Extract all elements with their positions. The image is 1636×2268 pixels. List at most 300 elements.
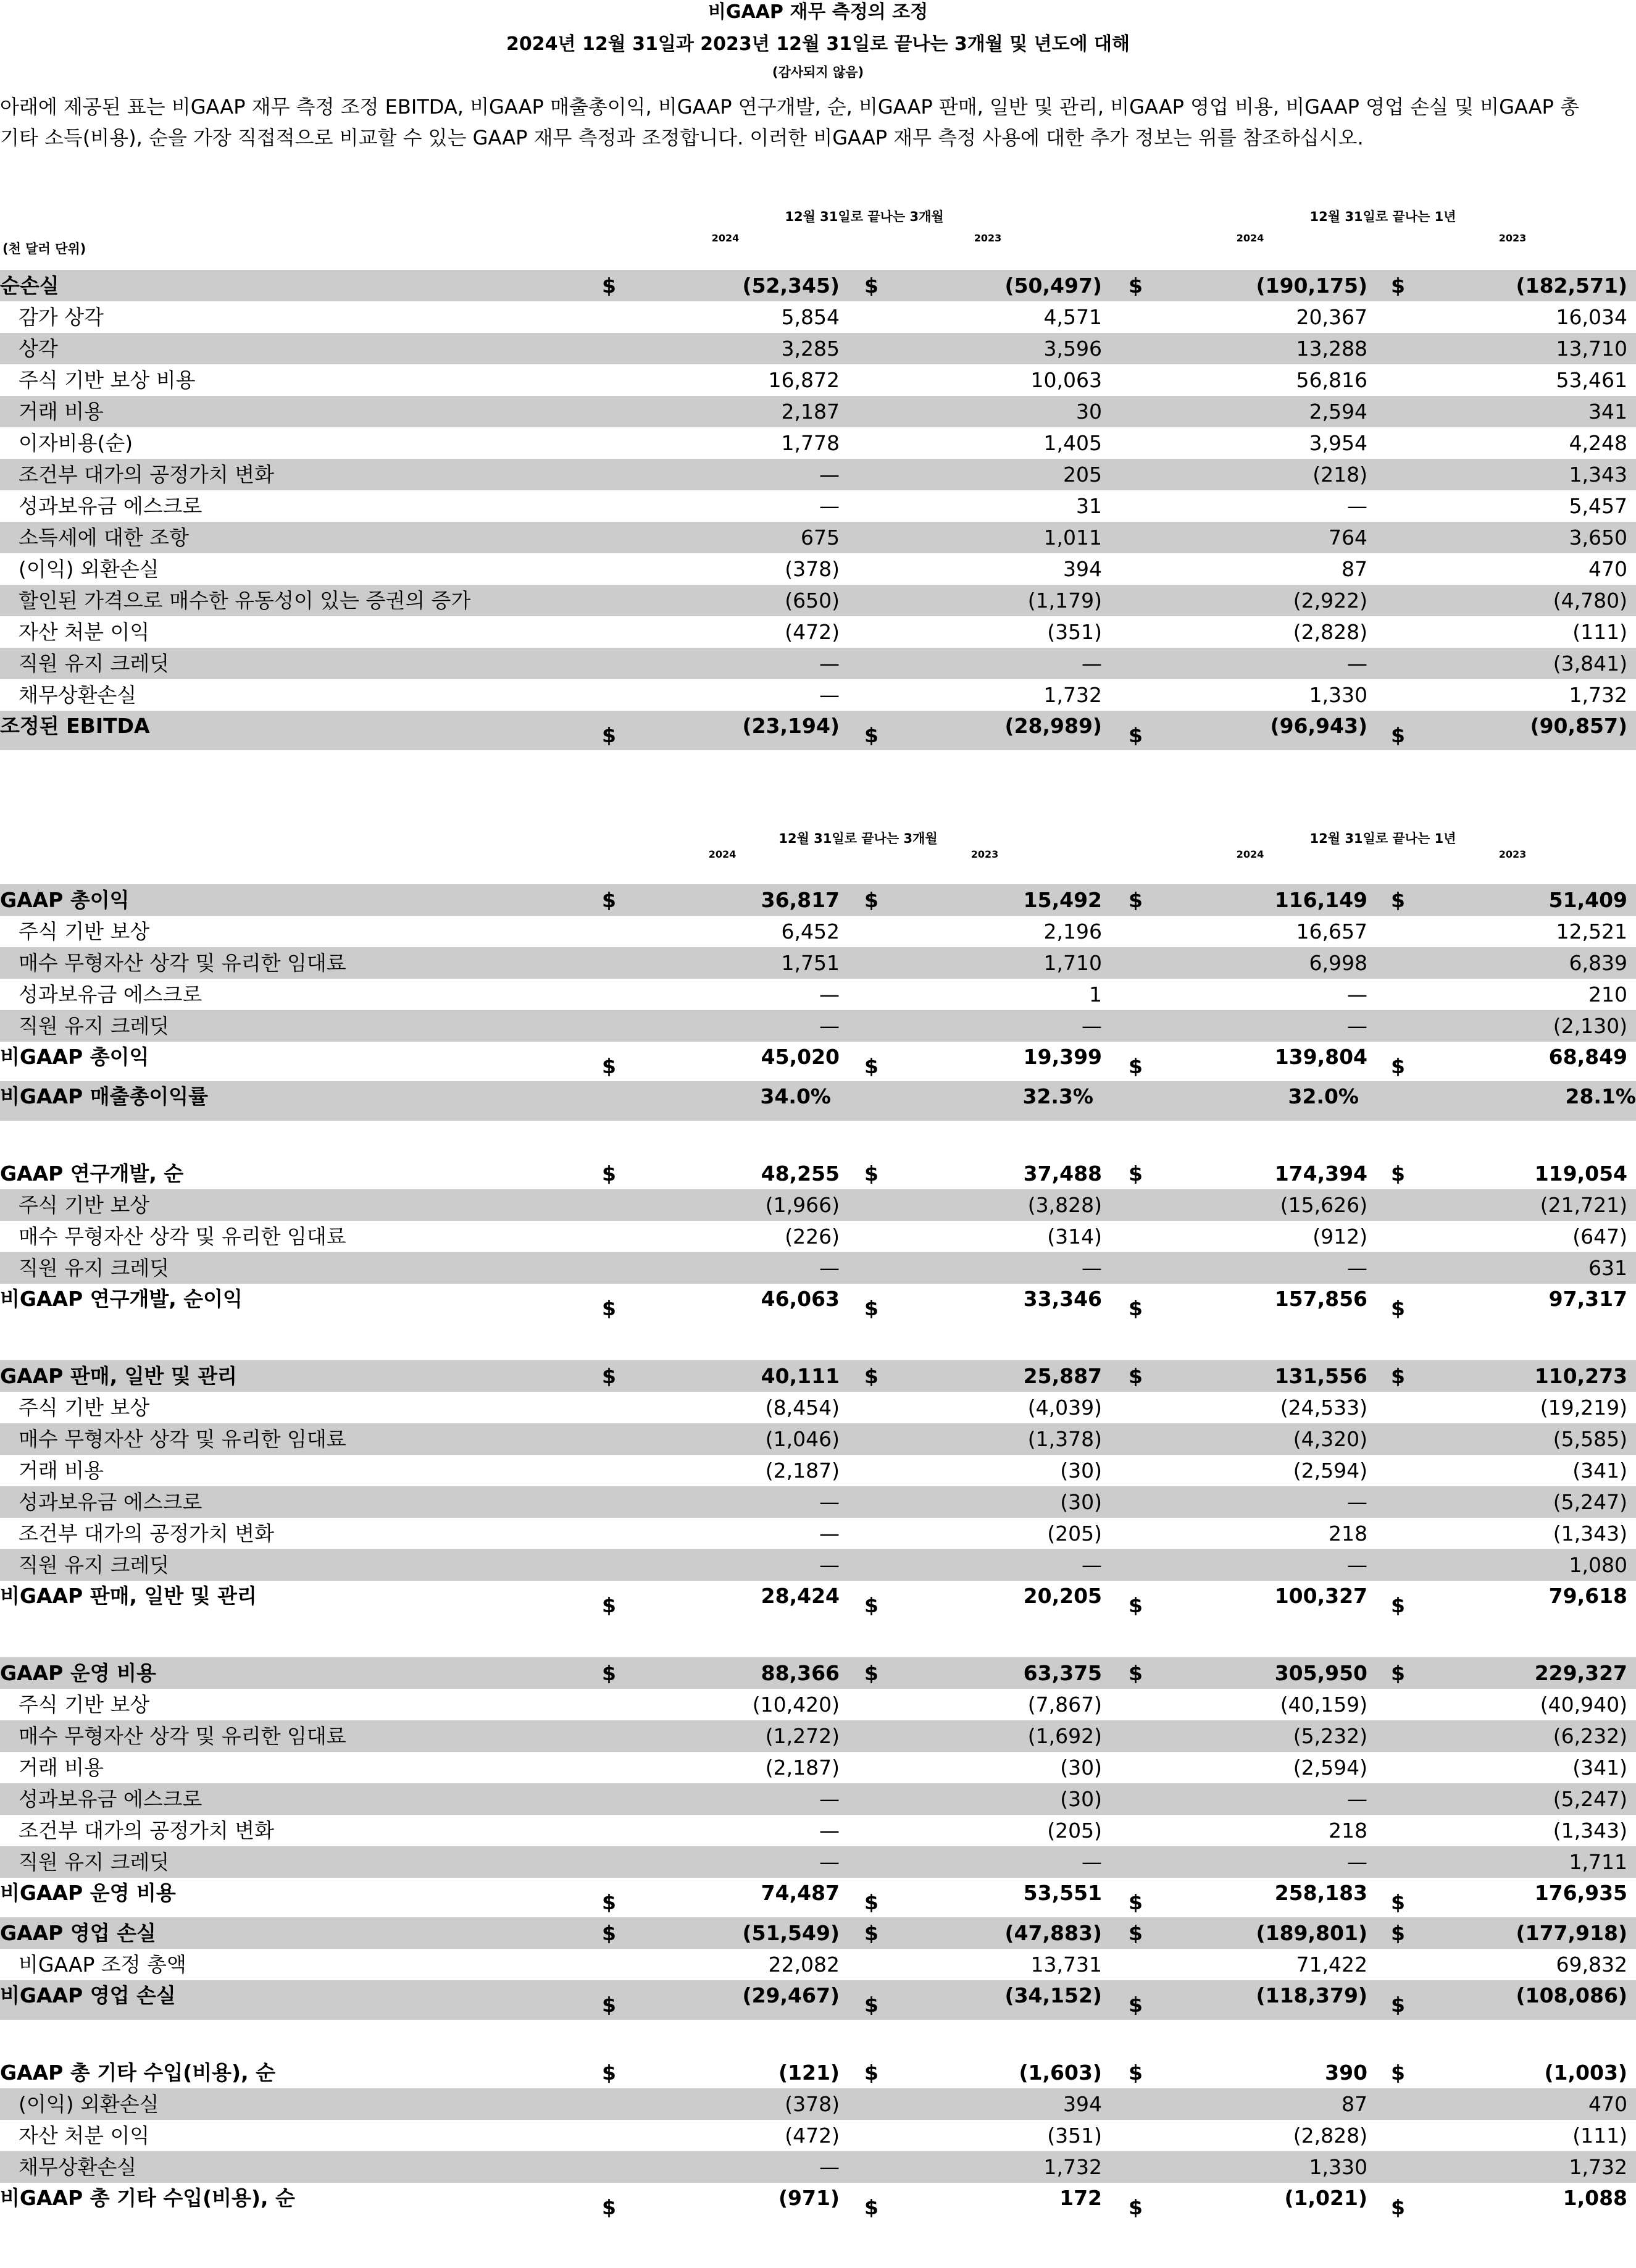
row-label: 매수 무형자산 상각 및 유리한 임대료	[19, 1224, 346, 1249]
cell-value: 210	[1588, 982, 1627, 1006]
cell-value: 1,732	[1569, 2155, 1627, 2179]
row-label: 매수 무형자산 상각 및 유리한 임대료	[19, 951, 346, 975]
cell-value: 394	[1063, 2092, 1102, 2116]
cell-value: (2,130)	[1553, 1014, 1627, 1038]
cell-value: (341)	[1572, 1755, 1627, 1780]
header-year-1	[1241, 207, 1525, 226]
year-header: 2024	[708, 848, 737, 860]
cell-value: (30)	[1060, 1458, 1102, 1483]
cell-value: (1,692)	[1027, 1724, 1102, 1748]
currency-symbol: $	[1391, 1364, 1405, 1388]
cell-value: (1,966)	[765, 1193, 840, 1217]
table-row	[0, 884, 1636, 916]
cell-value: 2,187	[781, 400, 840, 424]
cell-value: 390	[1325, 2061, 1367, 2085]
cell-value: 1,088	[1563, 2186, 1627, 2210]
cell-value: (472)	[785, 620, 840, 644]
currency-symbol: $	[1391, 2061, 1405, 2085]
cell-value: 258,183	[1274, 1881, 1367, 1905]
table-row	[0, 979, 1636, 1010]
table-row	[0, 2120, 1636, 2151]
cell-value: 1,778	[781, 431, 840, 455]
cell-value: (2,828)	[1293, 620, 1367, 644]
year-header: 2023	[974, 232, 1002, 244]
cell-value: 53,551	[1023, 1881, 1102, 1905]
page-subtitle: 2024년 12월 31일과 2023년 12월 31일로 끝나는 3개월 및 년도에 대해	[506, 33, 1130, 55]
currency-symbol: $	[602, 1593, 616, 1617]
cell-value: —	[819, 1850, 840, 1874]
table-row	[0, 1042, 1636, 1081]
cell-value: 218	[1329, 1521, 1367, 1546]
cell-value: —	[1082, 651, 1102, 676]
table-row	[0, 1689, 1636, 1720]
table-row	[0, 1284, 1636, 1323]
row-label: 채무상환손실	[19, 2155, 137, 2179]
cell-value: 63,375	[1023, 1661, 1102, 1685]
table-row	[0, 2057, 1636, 2088]
currency-symbol: $	[602, 2061, 616, 2085]
header-three-months-2	[722, 829, 994, 848]
cell-value: (351)	[1047, 2124, 1102, 2148]
row-label: 이자비용(순)	[19, 431, 133, 455]
table-row	[0, 1252, 1636, 1284]
cell-value: 116,149	[1274, 888, 1367, 912]
cell-value: 36,817	[761, 888, 840, 912]
table-row	[0, 1783, 1636, 1815]
table-row	[0, 711, 1636, 750]
year-header: 2023	[1498, 848, 1527, 860]
currency-symbol: $	[1391, 1296, 1405, 1320]
currency-symbol: $	[602, 1890, 616, 1914]
table-row	[0, 1549, 1636, 1581]
row-label: (이익) 외환손실	[19, 557, 159, 581]
cell-value: 3,954	[1309, 431, 1367, 455]
cell-value: —	[1082, 1553, 1102, 1577]
table-row	[0, 1752, 1636, 1783]
currency-symbol: $	[602, 1054, 616, 1078]
currency-symbol: $	[864, 1993, 879, 2017]
cell-value: 22,082	[768, 1952, 840, 1977]
table-row	[0, 333, 1636, 364]
row-label: GAAP 영업 손실	[0, 1921, 156, 1945]
cell-value: 28,424	[761, 1584, 840, 1608]
unaudited-note: (감사되지 않음)	[772, 65, 864, 80]
cell-value: 30	[1076, 400, 1102, 424]
row-label: GAAP 판매, 일반 및 관리	[0, 1364, 237, 1388]
table-row	[0, 1189, 1636, 1221]
table-row	[0, 1486, 1636, 1518]
row-label: 성과보유금 에스크로	[19, 982, 202, 1006]
cell-value: —	[1347, 1553, 1367, 1577]
cell-value: 19,399	[1023, 1045, 1102, 1069]
cell-value: 51,409	[1548, 888, 1627, 912]
currency-symbol: $	[1129, 1296, 1143, 1320]
table-row	[0, 1980, 1636, 2020]
row-label: 성과보유금 에스크로	[19, 1490, 202, 1514]
cell-value: (912)	[1313, 1224, 1367, 1249]
cell-value: 119,054	[1534, 1161, 1627, 1186]
cell-value: —	[819, 462, 840, 487]
cell-value: —	[1082, 1850, 1102, 1874]
cell-value: (351)	[1047, 620, 1102, 644]
table-row	[0, 553, 1636, 585]
cell-value: 470	[1588, 2092, 1627, 2116]
cell-value: —	[1347, 651, 1367, 676]
table-row	[0, 1010, 1636, 1042]
cell-value: 205	[1063, 462, 1102, 487]
row-label: 주식 기반 보상 비용	[19, 368, 196, 392]
currency-symbol: $	[1391, 723, 1405, 747]
cell-value: 68,849	[1548, 1045, 1627, 1069]
cell-value: 2,196	[1043, 919, 1102, 944]
row-label: 할인된 가격으로 매수한 유동성이 있는 증권의 증가	[19, 588, 471, 613]
cell-value: 4,248	[1569, 431, 1627, 455]
cell-value: (121)	[778, 2061, 840, 2085]
cell-value: 28.1%	[1565, 1084, 1636, 1108]
year-header: 2023	[970, 848, 999, 860]
cell-value: (6,232)	[1553, 1724, 1627, 1748]
cell-value: 88,366	[761, 1661, 840, 1685]
cell-value: (90,857)	[1530, 714, 1627, 738]
cell-value: 110,273	[1534, 1364, 1627, 1388]
cell-value: (30)	[1060, 1755, 1102, 1780]
cell-value: 1,011	[1043, 525, 1102, 550]
cell-value: (314)	[1047, 1224, 1102, 1249]
cell-value: (378)	[785, 557, 840, 581]
cell-value: 1,330	[1309, 683, 1367, 707]
cell-value: 69,832	[1556, 1952, 1627, 1977]
currency-symbol: $	[1129, 1661, 1143, 1685]
row-label: 주식 기반 보상	[19, 919, 150, 944]
currency-symbol: $	[864, 888, 879, 912]
cell-value: —	[1347, 982, 1367, 1006]
cell-value: —	[1082, 1014, 1102, 1038]
cell-value: 172	[1059, 2186, 1102, 2210]
table-row	[0, 427, 1636, 459]
table-row	[0, 1657, 1636, 1689]
cell-value: (108,086)	[1516, 1983, 1627, 2007]
table-row	[0, 1221, 1636, 1252]
cell-value: (52,345)	[742, 274, 840, 298]
cell-value: —	[1082, 1256, 1102, 1280]
cell-value: 305,950	[1274, 1661, 1367, 1685]
cell-value: (7,867)	[1027, 1693, 1102, 1717]
currency-symbol: $	[1391, 1661, 1405, 1685]
currency-symbol: $	[602, 1661, 616, 1685]
table-row	[0, 1455, 1636, 1486]
year-header: 2024	[1236, 232, 1264, 244]
row-label: GAAP 총이익	[0, 888, 130, 912]
currency-symbol: $	[864, 1054, 879, 1078]
cell-value: —	[819, 2155, 840, 2179]
cell-value: 25,887	[1023, 1364, 1102, 1388]
cell-value: 87	[1342, 2092, 1367, 2116]
row-label: 감가 상각	[19, 305, 104, 329]
cell-value: 1,711	[1569, 1850, 1627, 1874]
period-label: 12월 31일로 끝나는 3개월	[778, 831, 938, 846]
cell-value: (1,179)	[1027, 588, 1102, 613]
currency-symbol: $	[602, 1296, 616, 1320]
cell-value: (5,232)	[1293, 1724, 1367, 1748]
cell-value: 4,571	[1043, 305, 1102, 329]
currency-symbol: $	[1129, 1890, 1143, 1914]
cell-value: 1,343	[1569, 462, 1627, 487]
currency-symbol: $	[1391, 2195, 1405, 2219]
table-row	[0, 522, 1636, 553]
units-label: (천 달러 단위)	[2, 241, 86, 256]
table-row	[0, 2183, 1636, 2222]
cell-value: 6,839	[1569, 951, 1627, 975]
table-row	[0, 1917, 1636, 1949]
row-label: 비GAAP 매출총이익률	[0, 1084, 208, 1108]
cell-value: —	[819, 1014, 840, 1038]
cell-value: 20,205	[1023, 1584, 1102, 1608]
currency-symbol: $	[1391, 888, 1405, 912]
table-row	[0, 648, 1636, 679]
cell-value: (378)	[785, 2092, 840, 2116]
cell-value: 32.0%	[1288, 1084, 1359, 1108]
cell-value: (189,801)	[1256, 1921, 1367, 1945]
cell-value: (1,003)	[1544, 2061, 1627, 2085]
header-year-2	[1241, 829, 1525, 848]
cell-value: (2,187)	[765, 1458, 840, 1483]
cell-value: 15,492	[1023, 888, 1102, 912]
table-row	[0, 2151, 1636, 2183]
currency-symbol: $	[1391, 1054, 1405, 1078]
cell-value: 157,856	[1274, 1287, 1367, 1311]
cell-value: (341)	[1572, 1458, 1627, 1483]
cell-value: (5,247)	[1553, 1490, 1627, 1514]
cell-value: (3,828)	[1027, 1193, 1102, 1217]
cell-value: 1,732	[1043, 2155, 1102, 2179]
cell-value: (8,454)	[765, 1396, 840, 1420]
table-row	[0, 396, 1636, 427]
cell-value: 13,731	[1030, 1952, 1102, 1977]
cell-value: —	[819, 683, 840, 707]
cell-value: —	[819, 1787, 840, 1811]
currency-symbol: $	[602, 888, 616, 912]
cell-value: (4,320)	[1293, 1427, 1367, 1451]
cell-value: 764	[1329, 525, 1367, 550]
currency-symbol: $	[602, 1921, 616, 1945]
cell-value: —	[1347, 1014, 1367, 1038]
table-row	[0, 459, 1636, 490]
cell-value: (50,497)	[1004, 274, 1102, 298]
cell-value: (29,467)	[742, 1983, 840, 2007]
cell-value: (1,021)	[1284, 2186, 1367, 2210]
cell-value: (47,883)	[1004, 1921, 1102, 1945]
cell-value: (1,272)	[765, 1724, 840, 1748]
currency-symbol: $	[864, 1921, 879, 1945]
cell-value: —	[1347, 1256, 1367, 1280]
cell-value: 71,422	[1296, 1952, 1367, 1977]
table-row	[0, 679, 1636, 711]
intro-paragraph	[0, 91, 1636, 153]
cell-value: 3,650	[1569, 525, 1627, 550]
currency-symbol: $	[864, 1364, 879, 1388]
currency-symbol: $	[602, 2195, 616, 2219]
row-label: 직원 유지 크레딧	[19, 651, 170, 676]
cell-value: 631	[1588, 1256, 1627, 1280]
row-label: 직원 유지 크레딧	[19, 1553, 170, 1577]
cell-value: 2,594	[1309, 400, 1367, 424]
cell-value: (2,594)	[1293, 1458, 1367, 1483]
table-row	[0, 2088, 1636, 2120]
row-label: 비GAAP 운영 비용	[0, 1881, 176, 1905]
currency-symbol: $	[1129, 888, 1143, 912]
table-row	[0, 1720, 1636, 1752]
cell-value: (111)	[1572, 620, 1627, 644]
currency-symbol: $	[1129, 2061, 1143, 2085]
cell-value: 1	[1089, 982, 1102, 1006]
cell-value: 56,816	[1296, 368, 1367, 392]
intro-line-1: 아래에 제공된 표는 비GAAP 재무 측정 조정 EBITDA, 비GAAP 매출총이익, 비GAAP 연구개발, 순, 비GAAP 판매, 일반 및 관리, 비GAAP 영업 비용, 비GAAP 영업 손실 및 비GAAP 총	[0, 95, 1579, 119]
cell-value: (40,159)	[1280, 1693, 1367, 1717]
cell-value: 131,556	[1274, 1364, 1367, 1388]
cell-value: —	[1347, 494, 1367, 518]
cell-value: (177,918)	[1516, 1921, 1627, 1945]
cell-value: 97,317	[1548, 1287, 1627, 1311]
cell-value: 32.3%	[1022, 1084, 1093, 1108]
cell-value: 48,255	[761, 1161, 840, 1186]
row-label: 자산 처분 이익	[19, 2124, 150, 2148]
row-label: 비GAAP 조정 총액	[19, 1952, 186, 1977]
table-row	[0, 301, 1636, 333]
cell-value: (647)	[1572, 1224, 1627, 1249]
currency-symbol: $	[1391, 1593, 1405, 1617]
cell-value: 79,618	[1548, 1584, 1627, 1608]
row-label: 비GAAP 영업 손실	[0, 1983, 176, 2007]
currency-symbol: $	[864, 1161, 879, 1186]
cell-value: 40,111	[761, 1364, 840, 1388]
table-row	[0, 947, 1636, 979]
cell-value: (205)	[1047, 1818, 1102, 1843]
row-label: 성과보유금 에스크로	[19, 1787, 202, 1811]
cell-value: 10,063	[1030, 368, 1102, 392]
cell-value: —	[819, 1256, 840, 1280]
currency-symbol: $	[864, 1661, 879, 1685]
table-row	[0, 1081, 1636, 1121]
currency-symbol: $	[1129, 1993, 1143, 2017]
currency-symbol: $	[602, 1161, 616, 1186]
currency-symbol: $	[1129, 1054, 1143, 1078]
table-row	[0, 916, 1636, 947]
table-row	[0, 616, 1636, 648]
header-three-months-1	[728, 207, 1000, 226]
row-label: 자산 처분 이익	[19, 620, 150, 644]
period-label: 12월 31일로 끝나는 1년	[1309, 209, 1456, 224]
currency-symbol: $	[1129, 1161, 1143, 1186]
cell-value: 139,804	[1274, 1045, 1367, 1069]
currency-symbol: $	[1391, 1161, 1405, 1186]
cell-value: (28,989)	[1004, 714, 1102, 738]
cell-value: (2,828)	[1293, 2124, 1367, 2148]
year-header: 2023	[1498, 232, 1527, 244]
cell-value: —	[819, 651, 840, 676]
cell-value: 37,488	[1023, 1161, 1102, 1186]
intro-line-2: 기타 소득(비용), 순을 가장 직접적으로 비교할 수 있는 GAAP 재무 측정과 조정합니다. 이러한 비GAAP 재무 측정 사용에 대한 추가 정보는 위를 참조하십시오.	[0, 126, 1364, 149]
cell-value: (34,152)	[1004, 1983, 1102, 2007]
cell-value: 74,487	[761, 1881, 840, 1905]
table-row	[0, 1360, 1636, 1392]
cell-value: (10,420)	[752, 1693, 840, 1717]
cell-value: (21,721)	[1540, 1193, 1627, 1217]
row-label: 조정된 EBITDA	[0, 714, 150, 738]
cell-value: 13,710	[1556, 337, 1627, 361]
cell-value: 33,346	[1023, 1287, 1102, 1311]
cell-value: 46,063	[761, 1287, 840, 1311]
row-label: (이익) 외환손실	[19, 2092, 159, 2116]
cell-value: (30)	[1060, 1787, 1102, 1811]
row-label: 직원 유지 크레딧	[19, 1850, 170, 1874]
cell-value: (4,780)	[1553, 588, 1627, 613]
cell-value: —	[819, 494, 840, 518]
cell-value: 12,521	[1556, 919, 1627, 944]
cell-value: 6,452	[781, 919, 840, 944]
cell-value: 3,285	[781, 337, 840, 361]
table-row	[0, 1423, 1636, 1455]
cell-value: (96,943)	[1270, 714, 1367, 738]
cell-value: (650)	[785, 588, 840, 613]
currency-symbol: $	[602, 1993, 616, 2017]
row-label: 비GAAP 총이익	[0, 1045, 149, 1069]
cell-value: 53,461	[1556, 368, 1627, 392]
currency-symbol: $	[1129, 1364, 1143, 1388]
row-label: 매수 무형자산 상각 및 유리한 임대료	[19, 1427, 346, 1451]
period-label: 12월 31일로 끝나는 1년	[1309, 831, 1456, 846]
row-label: 상각	[19, 337, 58, 361]
cell-value: 31	[1076, 494, 1102, 518]
cell-value: 45,020	[761, 1045, 840, 1069]
row-label: 조건부 대가의 공정가치 변화	[19, 1521, 275, 1546]
currency-symbol: $	[864, 1593, 879, 1617]
cell-value: (2,187)	[765, 1755, 840, 1780]
year-header: 2024	[1236, 848, 1264, 860]
cell-value: (19,219)	[1540, 1396, 1627, 1420]
row-label: 순손실	[0, 274, 59, 298]
table-row	[0, 1815, 1636, 1846]
cell-value: (5,585)	[1553, 1427, 1627, 1451]
table-row	[0, 585, 1636, 616]
currency-symbol: $	[864, 2195, 879, 2219]
table-row	[0, 1392, 1636, 1423]
cell-value: 341	[1588, 400, 1627, 424]
cell-value: 87	[1342, 557, 1367, 581]
cell-value: —	[819, 1490, 840, 1514]
cell-value: (2,594)	[1293, 1755, 1367, 1780]
table-row	[0, 1846, 1636, 1878]
cell-value: (1,603)	[1019, 2061, 1102, 2085]
cell-value: —	[819, 1553, 840, 1577]
cell-value: (3,841)	[1553, 651, 1627, 676]
page-title: 비GAAP 재무 측정의 조정	[707, 1, 929, 23]
cell-value: 6,998	[1309, 951, 1367, 975]
cell-value: (4,039)	[1027, 1396, 1102, 1420]
row-label: GAAP 총 기타 수입(비용), 순	[0, 2061, 276, 2085]
currency-symbol: $	[1129, 723, 1143, 747]
currency-symbol: $	[1391, 1921, 1405, 1945]
row-label: 조건부 대가의 공정가치 변화	[19, 462, 275, 487]
cell-value: (472)	[785, 2124, 840, 2148]
cell-value: 675	[801, 525, 840, 550]
cell-value: 1,732	[1043, 683, 1102, 707]
row-label: 거래 비용	[19, 1458, 104, 1483]
row-label: GAAP 연구개발, 순	[0, 1161, 184, 1186]
cell-value: (51,549)	[742, 1921, 840, 1945]
cell-value: 3,596	[1043, 337, 1102, 361]
currency-symbol: $	[864, 2061, 879, 2085]
row-label: 직원 유지 크레딧	[19, 1014, 170, 1038]
